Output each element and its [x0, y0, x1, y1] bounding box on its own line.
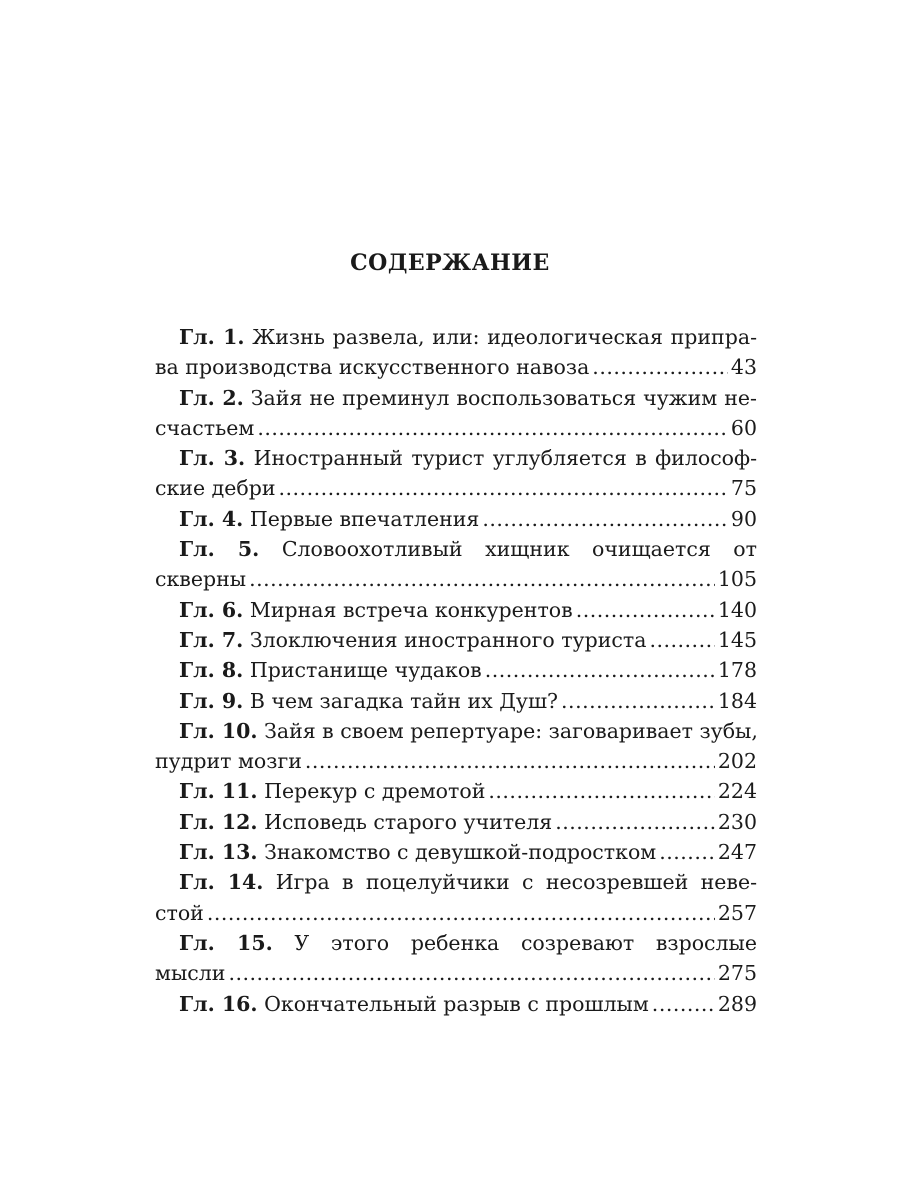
dot-leader [592, 352, 728, 382]
chapter-title: Окончательный разрыв с прошлым [264, 991, 649, 1016]
chapter-label: Гл. 12. [179, 809, 258, 834]
dot-leader [482, 504, 728, 534]
chapter-title: У этого ребенка созревают взрослые [294, 930, 757, 955]
entry-line [155, 534, 757, 564]
page-number: 43 [730, 355, 757, 380]
toc-entry [155, 989, 757, 1019]
entry-line [155, 595, 757, 625]
page-number: 140 [717, 597, 757, 622]
chapter-label: Гл. 7. [179, 627, 244, 652]
dot-leader [228, 958, 714, 988]
entry-line [155, 867, 757, 897]
page-number: 224 [717, 779, 757, 804]
chapter-title: Злоключения иностранного туриста [249, 627, 647, 652]
toc-entry [155, 776, 757, 806]
chapter-title-cont: ва производства искусственного навоза [155, 355, 590, 380]
page-number: 90 [730, 506, 757, 531]
page-number: 230 [717, 809, 757, 834]
toc-entry [155, 655, 757, 685]
toc-list [155, 322, 757, 1019]
dot-leader [649, 625, 714, 655]
chapter-title: Игра в поцелуйчики с несозревшей неве- [275, 870, 757, 895]
dot-leader [576, 595, 715, 625]
dot-leader [561, 686, 715, 716]
toc-entry [155, 383, 757, 444]
dot-leader [305, 746, 715, 776]
dot-leader [652, 989, 715, 1019]
chapter-title: Пристанище чудаков [249, 658, 482, 683]
chapter-title-cont: ские дебри [155, 476, 276, 501]
toc-entry [155, 807, 757, 837]
entry-line [155, 716, 757, 746]
toc-heading: СОДЕРЖАНИЕ [350, 250, 550, 276]
toc-entry [155, 625, 757, 655]
chapter-label: Гл. 1. [179, 325, 245, 349]
chapter-title: Мирная встреча конкурентов [249, 597, 573, 622]
page-number: 60 [730, 415, 757, 440]
toc-entry [155, 504, 757, 534]
chapter-label: Гл. 3. [179, 446, 246, 471]
chapter-title: Перекур с дремотой [264, 779, 486, 804]
page-number: 105 [717, 567, 757, 592]
entry-line [155, 322, 757, 352]
chapter-title-cont: пудрит мозги [155, 749, 302, 774]
chapter-title: Знакомство с девушкой-подростком [264, 840, 657, 865]
page-number: 184 [717, 688, 757, 713]
toc-entry [155, 322, 757, 383]
toc-entry [155, 534, 757, 595]
chapter-label: Гл. 11. [179, 779, 258, 804]
entry-line [155, 989, 757, 1019]
entry-line [155, 473, 757, 503]
dot-leader [279, 473, 728, 503]
toc-entry [155, 443, 757, 504]
chapter-title-cont: мысли [155, 961, 226, 986]
chapter-title: Жизнь развела, или: идеологическая припра- [252, 325, 757, 349]
dot-leader [488, 776, 714, 806]
page-number: 178 [717, 658, 757, 683]
page-number: 202 [717, 749, 757, 774]
page-number: 75 [730, 476, 757, 501]
chapter-label: Гл. 14. [179, 870, 264, 895]
chapter-label: Гл. 13. [179, 840, 258, 865]
dot-leader [249, 564, 715, 594]
entry-line [155, 352, 757, 382]
page-number: 289 [717, 991, 757, 1016]
entry-line [155, 807, 757, 837]
chapter-title: Первые впечатления [249, 506, 480, 531]
toc-entry [155, 716, 757, 777]
chapter-label: Гл. 9. [179, 688, 244, 713]
entry-line [155, 413, 757, 443]
chapter-title: В чем загадка тайн их Душ? [249, 688, 559, 713]
chapter-label: Гл. 2. [179, 385, 244, 410]
chapter-label: Гл. 8. [179, 658, 244, 683]
entry-line [155, 443, 757, 473]
entry-line [155, 958, 757, 988]
dot-leader [555, 807, 715, 837]
chapter-label: Гл. 10. [179, 718, 258, 743]
entry-line [155, 776, 757, 806]
toc-entry [155, 595, 757, 625]
chapter-title: Зайя не преминул воспользоваться чужим не- [250, 385, 757, 410]
dot-leader [659, 837, 715, 867]
entry-line [155, 686, 757, 716]
page-number: 257 [717, 900, 757, 925]
chapter-label: Гл. 15. [179, 930, 273, 955]
toc-entry [155, 867, 757, 928]
chapter-title-cont: стой [155, 900, 204, 925]
chapter-title-cont: счастьем [155, 415, 255, 440]
entry-line [155, 564, 757, 594]
toc-entry [155, 928, 757, 989]
chapter-title: Исповедь старого учителя [264, 809, 553, 834]
chapter-title-cont: скверны [155, 567, 247, 592]
chapter-label: Гл. 5. [179, 537, 260, 562]
toc-entry [155, 837, 757, 867]
entry-line [155, 625, 757, 655]
entry-line [155, 837, 757, 867]
chapter-title: Иностранный турист углубляется в философ- [253, 446, 757, 471]
chapter-title: Зайя в своем репертуаре: заговаривает зубы, [264, 718, 758, 743]
entry-line [155, 383, 757, 413]
entry-line [155, 746, 757, 776]
page-number: 275 [717, 961, 757, 986]
page-number: 247 [717, 840, 757, 865]
page-number: 145 [717, 627, 757, 652]
chapter-label: Гл. 6. [179, 597, 244, 622]
entry-line [155, 504, 757, 534]
entry-line [155, 898, 757, 928]
entry-line [155, 655, 757, 685]
toc-entry [155, 686, 757, 716]
chapter-title: Словоохотливый хищник очищается от [281, 537, 757, 562]
chapter-label: Гл. 16. [179, 991, 258, 1016]
chapter-label: Гл. 4. [179, 506, 244, 531]
dot-leader [207, 898, 715, 928]
entry-line [155, 928, 757, 958]
dot-leader [257, 413, 728, 443]
dot-leader [485, 655, 715, 685]
